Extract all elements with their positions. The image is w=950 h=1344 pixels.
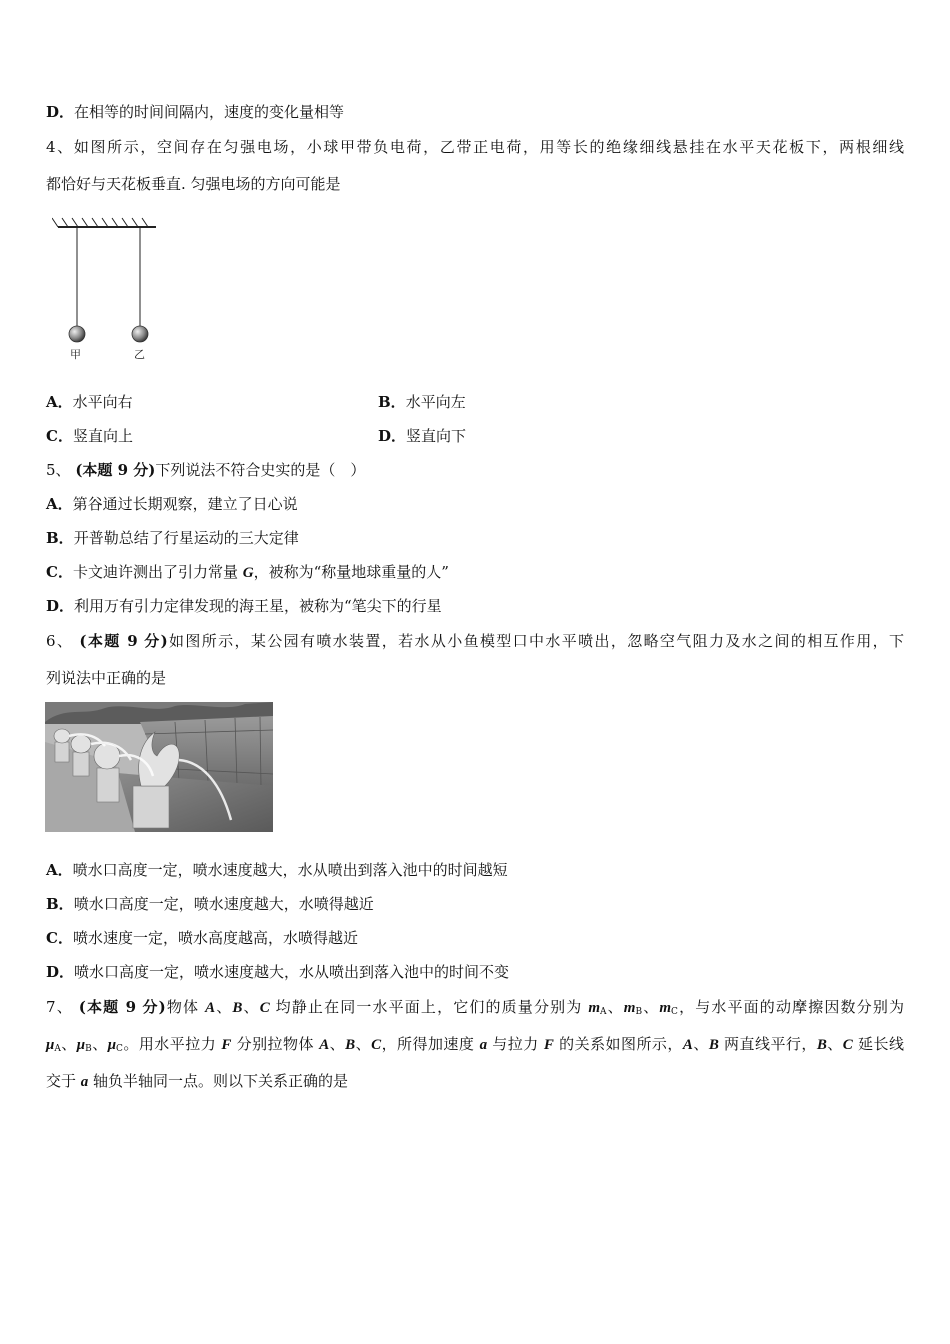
option-label: C． [46, 563, 73, 581]
option-text: 喷水口高度一定，喷水速度越大，水从喷出到落入池中的时间不变 [74, 963, 510, 981]
sub-c: C [671, 1007, 678, 1017]
q7-text: 的关系如图所示， [553, 1035, 683, 1053]
q7-stem-line3 [46, 1071, 348, 1092]
var-mu: μ [76, 1037, 86, 1053]
q4-number: 4、 [46, 138, 74, 156]
q7-text: 两直线平行， [718, 1035, 817, 1053]
option-label: C． [46, 929, 73, 947]
sep: 、 [692, 1035, 709, 1053]
ball-yi [132, 326, 148, 342]
option-text: 在相等的时间间隔内，速度的变化量相等 [74, 103, 345, 121]
option-label: D． [46, 963, 75, 981]
option-text: 喷水口高度一定，喷水速度越大，水从喷出到落入池中的时间越短 [72, 861, 508, 879]
option-text: 卡文迪许测出了引力常量 [72, 563, 243, 581]
option-text: 第谷通过长期观察，建立了日心说 [72, 495, 298, 513]
var-g: G [242, 565, 254, 581]
option-label: A． [46, 861, 73, 879]
q6-stem-line1 [46, 631, 904, 651]
var-f: F [543, 1037, 554, 1053]
q6-option-a [46, 860, 508, 880]
sep: 、 [355, 1035, 372, 1053]
q6-stem-text-2: 列说法中正确的是 [46, 669, 167, 687]
q6-option-d [46, 962, 509, 982]
option-text-post: ，被称为“称量地球重量的人” [253, 563, 449, 581]
sep: 、 [826, 1035, 843, 1053]
q6-stem-text: 如图所示，某公园有喷水装置，若水从小鱼模型口中水平喷出，忽略空气阻力及水之间的相互作用，下 [167, 632, 905, 650]
ceiling-hatching [52, 218, 156, 227]
option-label: C． [46, 427, 73, 445]
q7-text: 延长线 [852, 1035, 904, 1053]
var-a-upper: A [205, 1000, 216, 1016]
label-jia: 甲 [70, 348, 81, 361]
q7-text: 与拉力 [487, 1035, 544, 1053]
sub-a: A [54, 1044, 61, 1054]
sep: 、 [215, 998, 233, 1016]
var-m: m [588, 1000, 600, 1016]
q5-score: (本题 9 分) [75, 461, 156, 479]
var-c-upper: C [842, 1037, 853, 1053]
sep: 、 [642, 998, 660, 1016]
q5-stem-text: 下列说法不符合史实的是（ ） [155, 461, 366, 479]
q4-stem-line2 [46, 174, 341, 194]
q5-option-a [46, 494, 298, 514]
label-yi: 乙 [134, 348, 145, 361]
q6-score: (本题 9 分) [79, 632, 168, 650]
q7-text: 。用水平拉力 [122, 1035, 222, 1053]
q7-score: (本题 9 分) [78, 998, 166, 1016]
var-m: m [623, 1000, 636, 1016]
q6-option-c [46, 928, 358, 948]
var-b-upper: B [232, 1000, 243, 1016]
option-label: B． [46, 895, 74, 913]
q6-option-b [46, 894, 374, 914]
var-a-lower: a [80, 1074, 89, 1090]
q4-option-b [378, 392, 466, 412]
q7-number: 7、 [46, 998, 73, 1016]
q5-number: 5、 [46, 461, 71, 479]
q5-option-b [46, 528, 299, 548]
q7-stem-line2 [46, 1034, 904, 1059]
var-a-upper: A [682, 1037, 693, 1053]
q4-stem-text-2: 都恰好与天花板垂直. 匀强电场的方向可能是 [46, 175, 341, 193]
option-label: D． [46, 103, 75, 121]
sub-a: A [599, 1007, 607, 1017]
q7-text: ，所得加速度 [381, 1035, 480, 1053]
sub-b: B [85, 1044, 92, 1054]
option-label: B． [378, 393, 406, 411]
q7-text: 均静止在同一水平面上，它们的质量分别为 [269, 998, 589, 1016]
sep: 、 [60, 1035, 77, 1053]
option-text: 竖直向下 [406, 427, 467, 445]
var-b-upper: B [708, 1037, 719, 1053]
var-mu: μ [107, 1037, 117, 1053]
q5-option-c [46, 562, 449, 583]
sep: 、 [91, 1035, 108, 1053]
option-text: 喷水速度一定，喷水高度越高，水喷得越近 [72, 929, 358, 947]
var-b-upper: B [816, 1037, 827, 1053]
var-m: m [659, 1000, 672, 1016]
option-text: 开普勒总结了行星运动的三大定律 [73, 529, 299, 547]
sub-b: B [635, 1007, 643, 1017]
option-text: 竖直向上 [72, 427, 133, 445]
var-a-lower: a [479, 1037, 488, 1053]
sep: 、 [329, 1035, 346, 1053]
q4-option-c [46, 426, 133, 446]
sep: 、 [242, 998, 260, 1016]
q4-pendulum-figure [52, 212, 164, 364]
option-text: 喷水口高度一定，喷水速度越大，水喷得越近 [73, 895, 374, 913]
q6-fountain-photo [45, 702, 273, 832]
option-label: A． [46, 393, 73, 411]
q7-text: 交于 [46, 1072, 81, 1090]
option-label: B． [46, 529, 74, 547]
option-label: A． [46, 495, 73, 513]
option-text: 利用万有引力定律发现的海王星，被称为“笔尖下的行星 [74, 597, 442, 615]
q5-stem [46, 460, 365, 480]
var-c-upper: C [371, 1037, 382, 1053]
option-label: D． [378, 427, 407, 445]
q7-text: 分别拉物体 [231, 1035, 320, 1053]
option-text: 水平向左 [405, 393, 466, 411]
var-c-upper: C [259, 1000, 270, 1016]
var-f: F [221, 1037, 232, 1053]
q4-stem-text: 如图所示，空间存在匀强电场，小球甲带负电荷，乙带正电荷，用等长的绝缘细线悬挂在水平天花板下，两根细线 [73, 138, 904, 156]
q7-text: 轴负半轴同一点。则以下关系正确的是 [88, 1072, 349, 1090]
sep: 、 [606, 998, 624, 1016]
q6-stem-line2 [46, 668, 166, 688]
q6-number: 6、 [46, 632, 74, 650]
ball-jia [69, 326, 85, 342]
q5-option-d [46, 596, 442, 616]
q4-option-a [46, 392, 133, 412]
q7-stem-line1 [46, 997, 904, 1022]
q7-text: 物体 [165, 998, 206, 1016]
option-text: 水平向右 [72, 393, 133, 411]
q4-stem-line1 [46, 137, 904, 157]
var-b-upper: B [345, 1037, 356, 1053]
var-mu: μ [46, 1037, 55, 1053]
q4-option-d [378, 426, 466, 446]
prev-option-d [46, 102, 344, 122]
q7-text: ，与水平面的动摩擦因数分别为 [677, 998, 904, 1016]
option-label: D． [46, 597, 75, 615]
var-a-upper: A [319, 1037, 330, 1053]
sub-c: C [116, 1044, 123, 1054]
